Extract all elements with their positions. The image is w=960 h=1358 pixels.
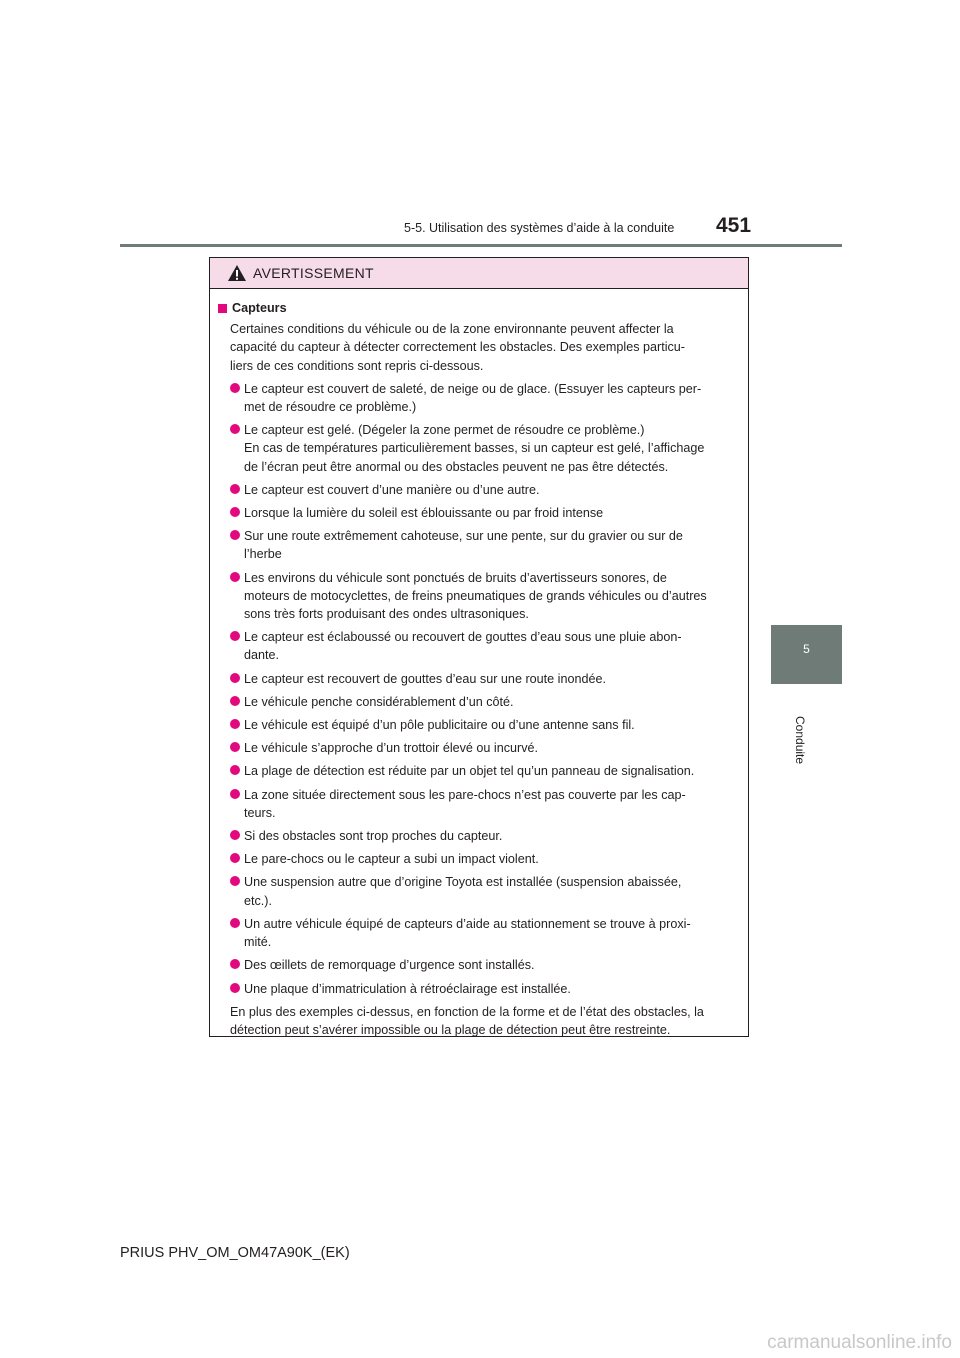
list-item <box>218 421 741 476</box>
list-item-text <box>244 739 741 757</box>
list-item-text <box>244 693 741 711</box>
warning-title: AVERTISSEMENT <box>253 265 374 281</box>
list-item-text <box>244 956 741 974</box>
list-item <box>218 481 741 499</box>
list-item <box>218 873 741 909</box>
list-item <box>218 827 741 845</box>
list-item <box>218 670 741 688</box>
text-line: liers de ces conditions sont repris ci-dessous. <box>230 358 484 373</box>
warning-triangle-icon <box>227 264 247 282</box>
text-line: etc.). <box>244 893 272 908</box>
page-number: 451 <box>716 214 752 237</box>
list-item <box>218 850 741 868</box>
list-item <box>218 504 741 522</box>
text-line: de l’écran peut être anormal ou des obstacles peuvent ne pas être détectés. <box>244 459 669 474</box>
magenta-dot-icon <box>230 424 240 434</box>
magenta-dot-icon <box>230 484 240 494</box>
magenta-dot-icon <box>230 719 240 729</box>
text-line: Le capteur est gelé. (Dégeler la zone permet de résoudre ce problème.) <box>244 423 645 438</box>
list-item <box>218 915 741 951</box>
list-item <box>218 527 741 563</box>
text-line: Si des obstacles sont trop proches du capteur. <box>244 829 503 844</box>
chapter-title: Conduite <box>793 716 807 765</box>
magenta-dot-icon <box>230 530 240 540</box>
list-item <box>218 956 741 974</box>
text-line: Sur une route extrêmement cahoteuse, sur une pente, sur du gravier ou sur de <box>244 529 683 544</box>
list-item-text <box>244 670 741 688</box>
list-item-text <box>244 915 741 951</box>
list-item-text <box>244 481 741 499</box>
section-heading <box>218 299 741 317</box>
text-line: mité. <box>244 935 272 950</box>
warning-header <box>210 258 748 289</box>
list-item-text <box>244 628 741 664</box>
text-line: l’herbe <box>244 547 282 562</box>
text-line: Les environs du véhicule sont ponctués de bruits d’avertisseurs sonores, de <box>244 570 667 585</box>
text-line: Une plaque d’immatriculation à rétroéclairage est installée. <box>244 981 571 996</box>
magenta-dot-icon <box>230 572 240 582</box>
magenta-dot-icon <box>230 631 240 641</box>
chapter-number: 5 <box>803 642 810 656</box>
text-line: En cas de températures particulièrement basses, si un capteur est gelé, l’affichage <box>244 441 705 456</box>
text-line: dante. <box>244 648 280 663</box>
magenta-dot-icon <box>230 876 240 886</box>
list-item <box>218 569 741 624</box>
warning-box <box>209 257 749 1037</box>
text-line: Certaines conditions du véhicule ou de la zone environnante peuvent affecter la <box>230 322 674 337</box>
outro-paragraph <box>230 1003 741 1039</box>
conditions-list <box>218 380 741 998</box>
list-item <box>218 693 741 711</box>
magenta-dot-icon <box>230 918 240 928</box>
magenta-dot-icon <box>230 830 240 840</box>
text-line: capacité du capteur à détecter correctement les obstacles. Des exemples particu- <box>230 340 685 355</box>
list-item-text <box>244 762 741 780</box>
list-item-text <box>244 850 741 868</box>
text-line: Le capteur est couvert de saleté, de neige ou de glace. (Essuyer les capteurs per- <box>244 381 702 396</box>
magenta-square-icon <box>218 304 227 313</box>
text-line: Une suspension autre que d’origine Toyota est installée (suspension abaissée, <box>244 875 682 890</box>
list-item <box>218 628 741 664</box>
text-line: Le véhicule s’approche d’un trottoir élevé ou incurvé. <box>244 741 539 756</box>
header-section-title: 5-5. Utilisation des systèmes d’aide à la conduite <box>404 221 675 235</box>
warning-body <box>210 289 748 1039</box>
list-item-text <box>244 786 741 822</box>
text-line: Le capteur est éclaboussé ou recouvert de gouttes d’eau sous une pluie abon- <box>244 630 682 645</box>
list-item-text <box>244 873 741 909</box>
text-line: En plus des exemples ci-dessus, en fonction de la forme et de l’état des obstacles, la <box>230 1004 704 1019</box>
list-item <box>218 380 741 416</box>
text-line: teurs. <box>244 805 276 820</box>
list-item <box>218 786 741 822</box>
watermark: carmanualsonline.info <box>767 1332 952 1353</box>
magenta-dot-icon <box>230 507 240 517</box>
text-line: Lorsque la lumière du soleil est éblouissante ou par froid intense <box>244 506 604 521</box>
text-line: La plage de détection est réduite par un objet tel qu’un panneau de signalisation. <box>244 764 695 779</box>
list-item-text <box>244 827 741 845</box>
magenta-dot-icon <box>230 383 240 393</box>
text-line: sons très forts produisant des ondes ultrasoniques. <box>244 607 529 622</box>
magenta-dot-icon <box>230 983 240 993</box>
magenta-dot-icon <box>230 789 240 799</box>
magenta-dot-icon <box>230 673 240 683</box>
intro-paragraph <box>230 320 741 375</box>
magenta-dot-icon <box>230 959 240 969</box>
list-item-text <box>244 504 741 522</box>
list-item <box>218 739 741 757</box>
footer-doc-code: PRIUS PHV_OM_OM47A90K_(EK) <box>120 1245 350 1261</box>
list-item <box>218 762 741 780</box>
text-line: Un autre véhicule équipé de capteurs d’aide au stationnement se trouve à proxi- <box>244 916 691 931</box>
list-item-text <box>244 716 741 734</box>
text-line: Le pare-chocs ou le capteur a subi un impact violent. <box>244 852 539 867</box>
magenta-dot-icon <box>230 696 240 706</box>
list-item-text <box>244 569 741 624</box>
magenta-dot-icon <box>230 853 240 863</box>
text-line: La zone située directement sous les pare-chocs n’est pas couverte par les cap- <box>244 787 686 802</box>
text-line: moteurs de motocyclettes, de freins pneumatiques de grands véhicules ou d’autres <box>244 588 707 603</box>
text-line: Le capteur est couvert d’une manière ou d’une autre. <box>244 482 540 497</box>
list-item <box>218 980 741 998</box>
text-line: met de résoudre ce problème.) <box>244 400 417 415</box>
text-line: détection peut s’avérer impossible ou la plage de détection peut être restreinte. <box>230 1022 671 1037</box>
magenta-dot-icon <box>230 765 240 775</box>
text-line: Des œillets de remorquage d’urgence sont installés. <box>244 958 535 973</box>
section-title: Capteurs <box>232 301 287 315</box>
list-item-text <box>244 527 741 563</box>
chapter-tab[interactable] <box>771 625 842 684</box>
text-line: Le véhicule est équipé d’un pôle publicitaire ou d’une antenne sans fil. <box>244 718 635 733</box>
list-item <box>218 716 741 734</box>
text-line: Le capteur est recouvert de gouttes d’eau sur une route inondée. <box>244 671 606 686</box>
list-item-text <box>244 980 741 998</box>
list-item-text <box>244 421 741 476</box>
magenta-dot-icon <box>230 742 240 752</box>
header-rule <box>120 244 842 247</box>
list-item-text <box>244 380 741 416</box>
text-line: Le véhicule penche considérablement d’un côté. <box>244 694 514 709</box>
